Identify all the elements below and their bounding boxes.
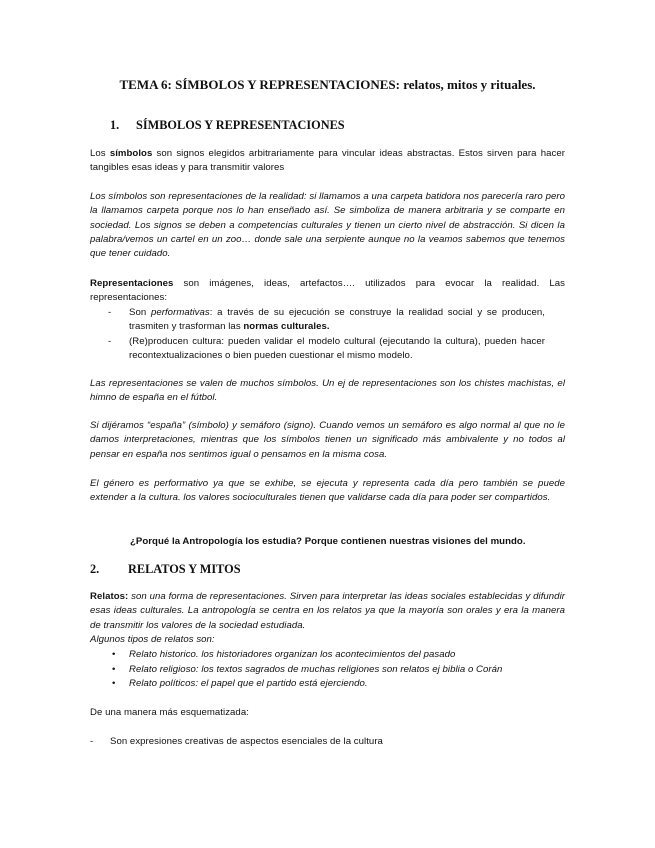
list-item [112,663,502,678]
bullet-icon: • [112,649,116,660]
list-item [112,648,502,663]
paragraph-representaciones [90,277,565,306]
bullet-icon: • [112,663,116,675]
text-run: Relato historico. los historiadores organizan los acontecimientos del pasado [129,649,456,660]
list-item [90,735,565,749]
term-simbolos: símbolos [109,148,153,159]
paragraph-semaforo: Si dijéramos “españa” (símbolo) y semáforo (signo). Cuando vemos un semáforo es algo normal al que no le damos interpretaciones, mientras que los símbolos tienen un significado más ambivalente y no todos al pensar en españa nos sentimos igual o pensamos en la misma cosa. [90,420,565,460]
text-run: (Re)producen cultura: pueden validar el modelo cultural (ejecutando la cultura), pueden hacer recontextualizaciones o bien pueden cuestionar el mismo modelo. [129,335,545,361]
section-1-heading [110,118,345,133]
section-2-number: 2. [90,562,100,576]
paragraph-genero: El género es performativo ya que se exhibe, se ejecuta y representa cada día pero también se puede extender a la cultura. los valores socioculturales tienen que validarse cada día para poder ser compartidos. [90,478,565,504]
text-run: Son [129,307,151,318]
text-run: Algunos tipos de relatos son: [90,633,215,645]
term-relatos: Relatos: [90,591,129,602]
paragraph-esquematizada: De una manera más esquematizada: [90,707,249,718]
list-item [112,677,502,692]
paragraph-simbolos-example: Los símbolos son representaciones de la realidad: si llamamos a una carpeta batidora nos parecería raro pero la llamamos carpeta porque nos lo han enseñado así. Se simboliza de manera arbitraria y se comparte en sociedad. Los signos se deben a competencias culturales y tienen un cierto nivel de abstracción. Si dicen la palabra/vemos un cartel en un zoo… donde sale una serpiente aunque no la veamos sabemos que tenemos que tener cuidado. [90,191,565,260]
question-antropologia: ¿Porqué la Antropología los estudia? Porque contienen nuestras visiones del mundo. [130,536,526,547]
section-2-heading [90,562,241,577]
text-run: normas culturales. [243,321,330,333]
text-run: performativas [150,307,210,318]
text-run: : a través de su ejecución se construye la realidad social y se producen, trasmiten y trasforman las [129,307,545,333]
list-item [108,335,545,364]
text-run: son una forma de representaciones. Sirven para interpretar las ideas sociales establecidas y difundir esas ideas culturales. La antropología se centra en los relatos ya que la mayoría son orales y era la manera de transmitir los valores de la sociedad estudiada. [90,591,565,631]
paragraph-representaciones-example: Las representaciones se valen de muchos símbolos. Un ej de representaciones son los chistes machistas, el himno de españa en el fútbol. [90,378,565,404]
section-1-number: 1. [110,118,120,132]
text-run: son signos elegidos arbitrariamente para vincular ideas abstractas. Estos sirven para hacer tangibles esas ideas y para transmitir valores [90,148,565,174]
paragraph-simbolos [90,147,565,176]
text-run: Relato políticos: el papel que el partido está ejerciendo. [129,678,368,690]
document-title: TEMA 6: SÍMBOLOS Y REPRESENTACIONES: relatos, mitos y rituales. [119,77,536,92]
text-run: Son expresiones creativas de aspectos esenciales de la cultura [110,736,383,747]
text-run: Los [90,148,110,159]
paragraph-relatos [90,590,565,647]
bullet-icon: • [112,678,116,690]
esquema-list [90,735,565,749]
term-representaciones: Representaciones [90,278,174,289]
list-item [108,306,545,335]
representaciones-list [108,306,545,363]
section-2-title: RELATOS Y MITOS [128,562,241,576]
section-1-title: SÍMBOLOS Y REPRESENTACIONES [136,118,345,132]
text-run: son imágenes, ideas, artefactos…. utilizados para evocar la realidad. Las representaciones: [90,278,565,304]
text-run: Relato religioso: los textos sagrados de muchas religiones son relatos ej biblia o Corán [129,663,503,675]
relatos-types-list [112,648,502,692]
